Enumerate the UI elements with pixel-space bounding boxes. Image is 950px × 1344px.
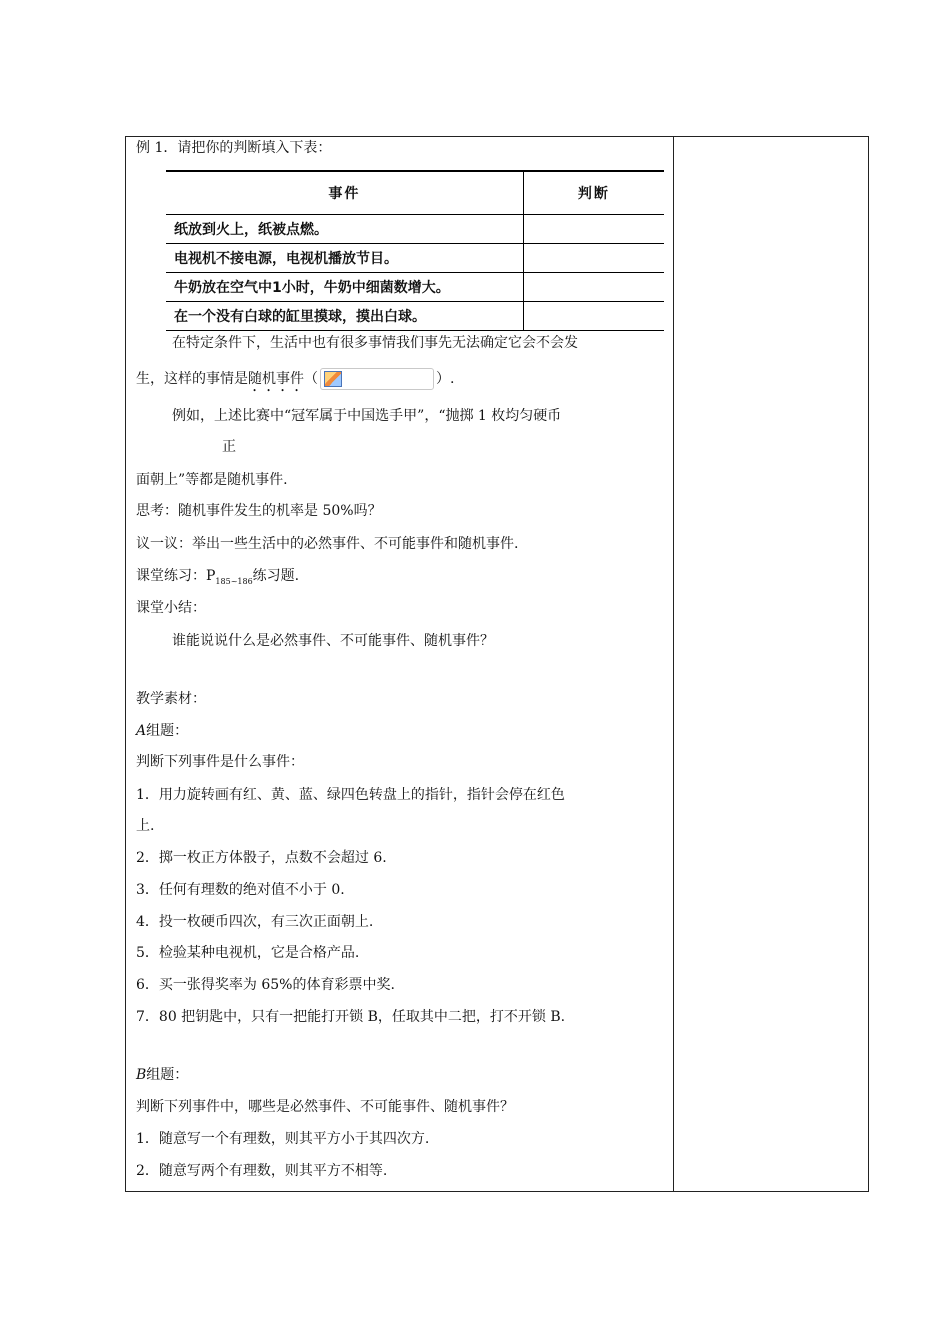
random-def-pre: 生，这样的事情是 (136, 371, 248, 387)
practice-line (136, 567, 299, 591)
list-item: 1．用力旋转画有红、黄、蓝、绿四色转盘上的指针，指针会停在红色 (136, 787, 565, 803)
practice-pre: 课堂练习：P (136, 568, 216, 584)
random-def-line1: 在特定条件下，生活中也有很多事情我们事先无法确定它会不会发 (172, 335, 578, 351)
judgment-cell[interactable] (523, 273, 664, 302)
group-b-prompt: 判断下列事件中，哪些是必然事件、不可能事件、随机事件？ (136, 1099, 514, 1115)
think-question: 思考：随机事件发生的机率是 50%吗？ (136, 503, 382, 519)
list-item: 上. (136, 818, 155, 834)
group-b-label: 组题： (146, 1067, 189, 1083)
list-item: 2．随意写两个有理数，则其平方不相等. (136, 1163, 388, 1179)
judgment-cell[interactable] (523, 302, 664, 331)
practice-pages: 185~186 (215, 576, 253, 586)
list-item: 7．80 把钥匙中，只有一把能打开锁 B，任取其中二把，打不开锁 B. (136, 1009, 566, 1025)
event-cell: 电视机不接电源，电视机播放节目。 (166, 244, 523, 273)
summary-text: 谁能说说什么是必然事件、不可能事件、随机事件？ (172, 633, 494, 649)
broken-image-icon (324, 371, 342, 387)
practice-post: 练习题. (252, 568, 300, 584)
paren-open: （ (304, 371, 318, 387)
random-event-term: 随机事件 (248, 371, 304, 387)
summary-title: 课堂小结： (136, 600, 206, 616)
list-item: 5．检验某种电视机，它是合格产品. (136, 945, 360, 961)
materials-title: 教学素材： (136, 691, 206, 707)
event-cell: 在一个没有白球的缸里摸球，摸出白球。 (166, 302, 523, 331)
judgment-cell[interactable] (523, 244, 664, 273)
table-header-row (166, 171, 664, 215)
discuss-prompt: 议一议：举出一些生活中的必然事件、不可能事件和随机事件. (136, 536, 519, 552)
event-cell: 纸放到火上，纸被点燃。 (166, 215, 523, 244)
column-divider (673, 136, 674, 1192)
list-item: 3．任何有理数的绝对值不小于 0. (136, 882, 345, 898)
list-item: 4．投一枚硬币四次，有三次正面朝上. (136, 914, 374, 930)
table-row (166, 244, 664, 273)
paren-close: ）. (436, 371, 455, 387)
header-judgment: 判断 (523, 171, 664, 215)
group-a-label: 组题： (146, 723, 189, 739)
table-row (166, 302, 664, 331)
judgment-table (166, 170, 664, 331)
group-b-letter: B (136, 1067, 147, 1083)
group-a-letter: A (136, 723, 147, 739)
list-item: 1．随意写一个有理数，则其平方小于其四次方. (136, 1131, 430, 1147)
header-event: 事件 (166, 171, 523, 215)
random-def-line2 (136, 368, 454, 395)
image-placeholder (320, 368, 434, 390)
group-a-title (136, 722, 188, 740)
table-row (166, 273, 664, 302)
judgment-cell[interactable] (523, 215, 664, 244)
group-b-title (136, 1066, 188, 1084)
list-item: 2．掷一枚正方体骰子，点数不会超过 6. (136, 850, 387, 866)
event-cell: 牛奶放在空气中1小时，牛奶中细菌数增大。 (166, 273, 523, 302)
example2-line1b: 正 (222, 439, 236, 455)
example-intro: 例 1．请把你的判断填入下表： (136, 140, 332, 156)
list-item: 6．买一张得奖率为 65%的体育彩票中奖. (136, 977, 395, 993)
group-a-prompt: 判断下列事件是什么事件： (136, 754, 304, 770)
example2-line2: 面朝上”等都是随机事件. (136, 472, 288, 488)
table-row (166, 215, 664, 244)
example2-line1: 例如，上述比赛中“冠军属于中国选手甲”，“抛掷 1 枚均匀硬币 (172, 408, 562, 424)
